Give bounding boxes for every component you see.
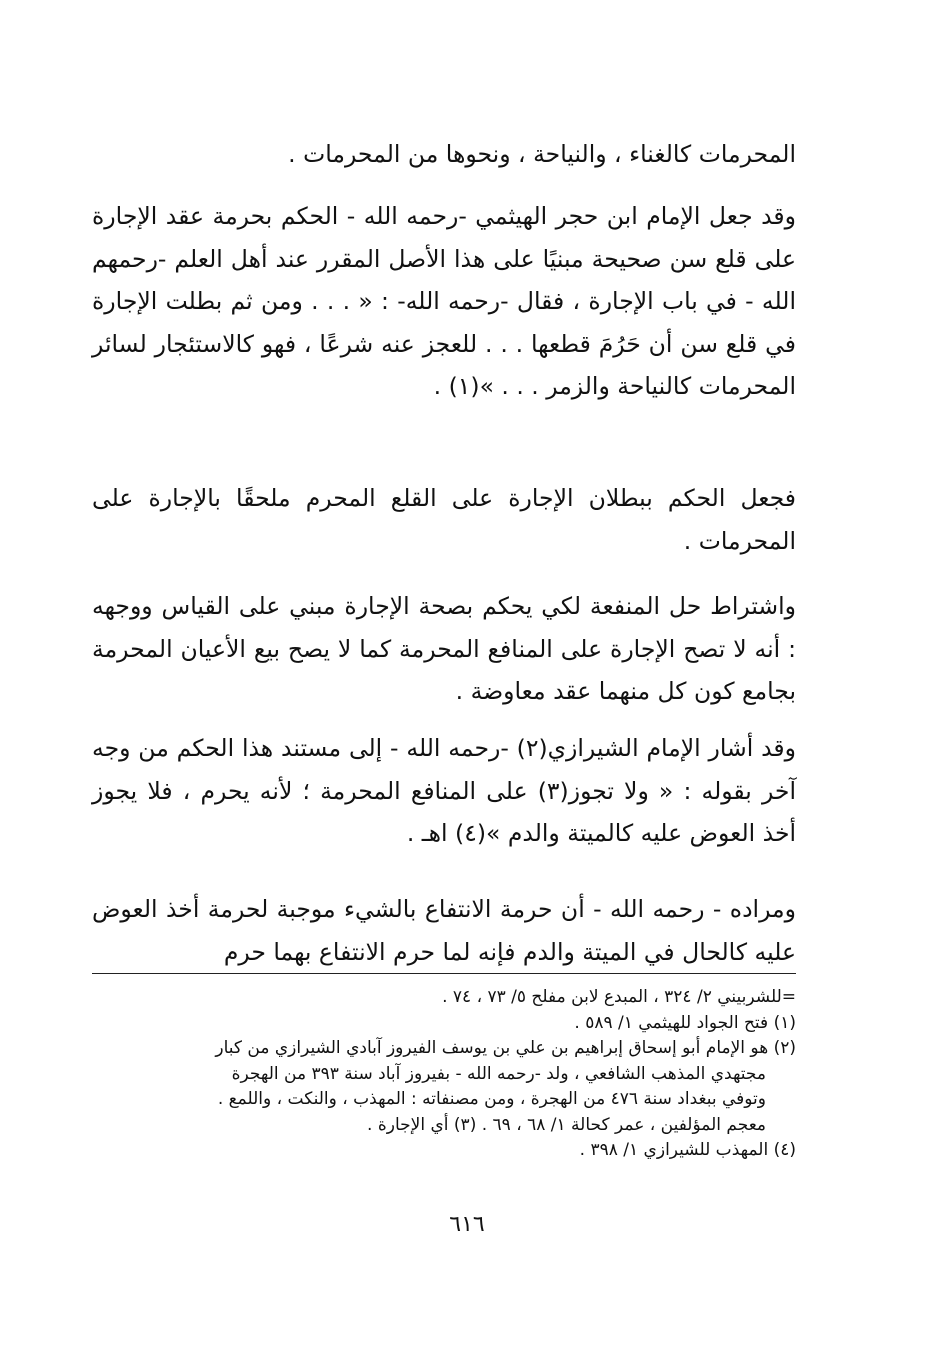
footnote-line: وتوفي ببغداد سنة ٤٧٦ من الهجرة ، ومن مصنفاته : المهذب ، والنكت ، واللمع . <box>217 1089 766 1109</box>
footnote-line: (١) فتح الجواد للهيثمي ١/ ٥٨٩ . <box>574 1012 796 1033</box>
footnote-line: معجم المؤلفين ، عمر كحالة ١/ ٦٨ ، ٦٩ . (٣) أي الإجارة . <box>367 1114 766 1135</box>
paragraph-ibn-hajar: وقد جعل الإمام ابن حجر الهيثمي -رحمه الله - الحكم بحرمة عقد الإجارة على قلع سن صحيحة مبنيًا على هذا الأصل المقرر عند أهل العلم -رحمهم الله - في باب الإجارة ، فقال -رحمه الله- : « . . . ومن ثم بطلت الإجارة في قلع سن أن حَرُمَ قطعها . . . للعجز عنه شرعًا ، فهو كالاستئجار لسائر المحرمات كالنياحة والزمر . . . »(١) . <box>92 202 796 400</box>
paragraph-continuation: المحرمات كالغناء ، والنياحة ، ونحوها من المحرمات . <box>288 140 796 168</box>
paragraph-condition: واشتراط حل المنفعة لكي يحكم بصحة الإجارة مبني على القياس ووجهه : أنه لا تصح الإجارة على المنافع المحرمة كما لا يصح بيع الأعيان المحرمة بجامع كون كل منهما عقد معاوضة . <box>92 592 796 705</box>
paragraph-ruling: فجعل الحكم ببطلان الإجارة على القلع المحرم ملحقًا بالإجارة على المحرمات . <box>92 484 796 555</box>
footnotes <box>92 985 796 1164</box>
paragraph-meaning: ومراده - رحمه الله - أن حرمة الانتفاع بالشيء موجبة لحرمة أخذ العوض عليه كالحال في الميتة والدم فإنه لما حرم الانتفاع بهما حرم <box>92 895 796 966</box>
footnote-line: (٢) هو الإمام أبو إسحاق إبراهيم بن علي بن يوسف الفيروز آبادي الشيرازي من كبار <box>215 1038 796 1058</box>
footnote-line: مجتهدي المذهب الشافعي ، ولد -رحمه الله - بفيروز آباد سنة ٣٩٣ من الهجرة <box>231 1063 766 1084</box>
footnote-divider <box>92 973 796 974</box>
page-number: ٦١٦ <box>449 1212 485 1237</box>
footnote-line: =للشربيني ٢/ ٣٢٤ ، المبدع لابن مفلح ٥/ ٧٣ ، ٧٤ . <box>442 987 796 1007</box>
paragraph-shirazi: وقد أشار الإمام الشيرازي(٢) -رحمه الله - إلى مستند هذا الحكم من وجه آخر بقوله : « ولا تجوز(٣) على المنافع المحرمة ؛ لأنه يحرم ، فلا يجوز أخذ العوض عليه كالميتة والدم »(٤) اهـ . <box>92 734 796 847</box>
footnote-line: (٤) المهذب للشيرازي ١/ ٣٩٨ . <box>579 1140 796 1160</box>
